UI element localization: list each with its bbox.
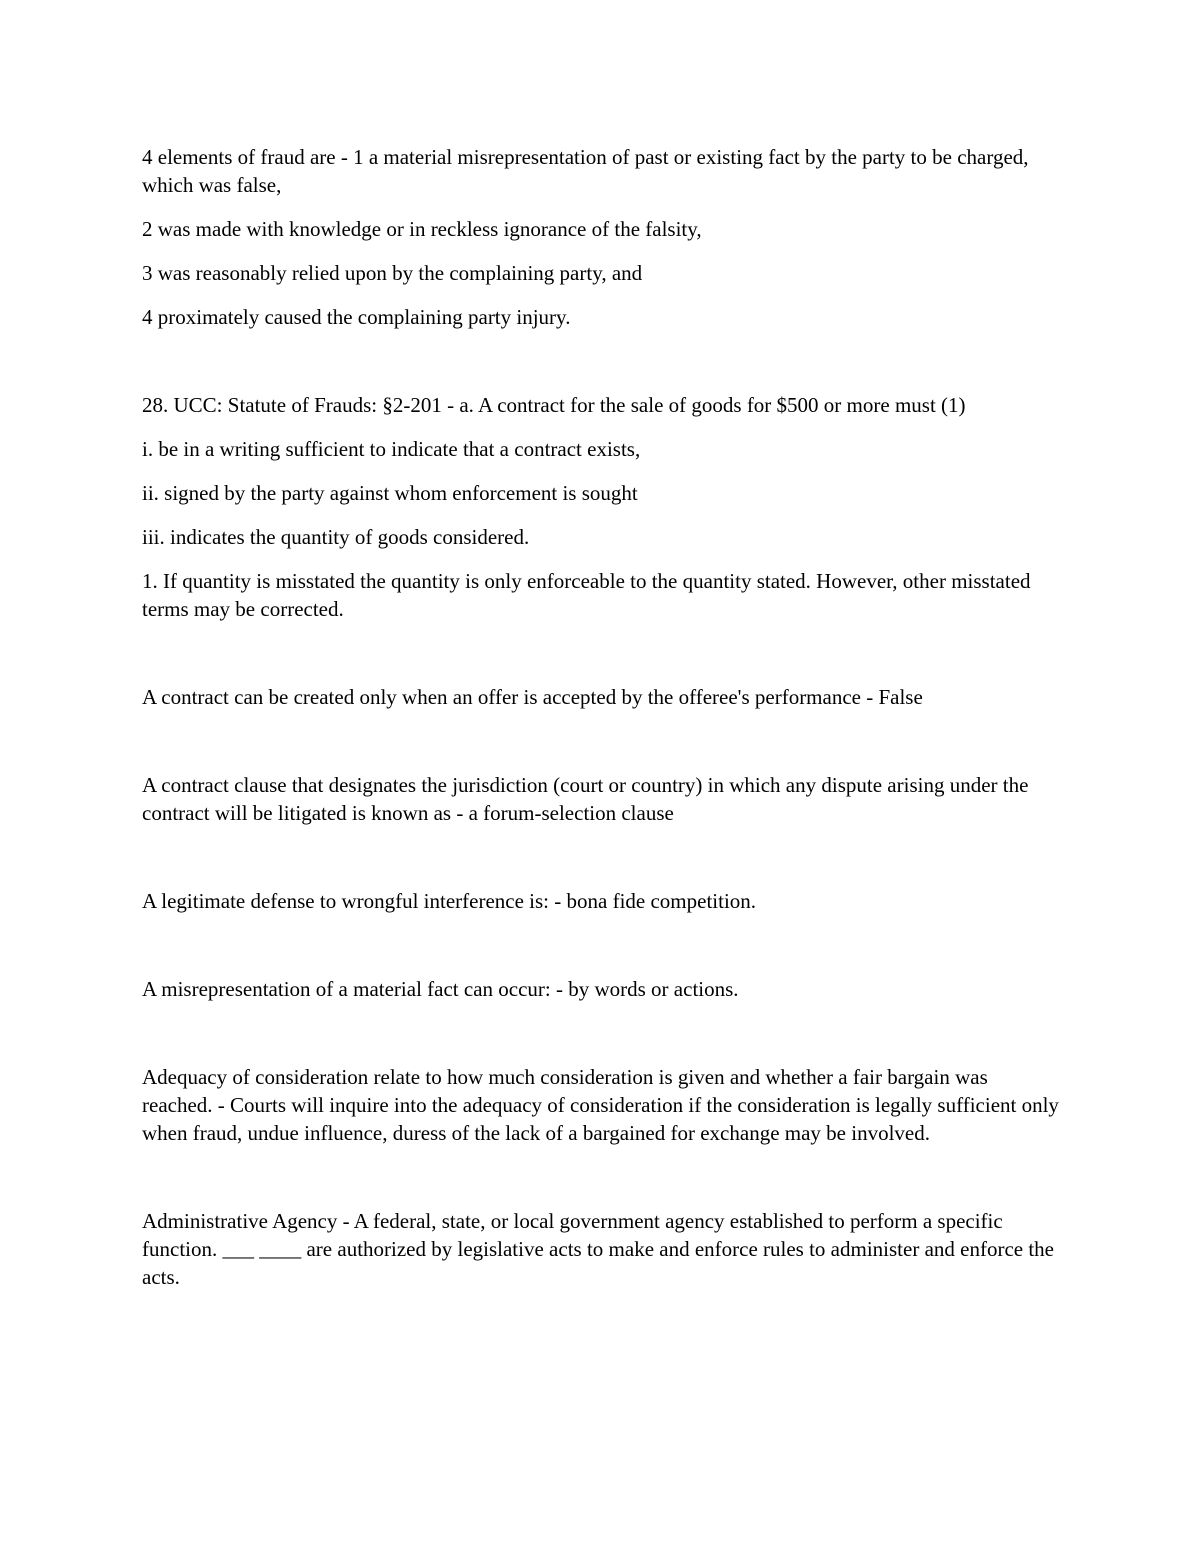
ucc-item-ii: ii. signed by the party against whom enforcement is sought <box>142 481 638 505</box>
administrative-agency-entry: Administrative Agency - A federal, state, or local government agency established to perform a specific function. ___ ____ are authorized by legislative acts to make and enforce rules to administer and enforce the acts. <box>142 1209 1055 1289</box>
consideration-entry: Adequacy of consideration relate to how much consideration is given and whether a fair bargain was reached. - Courts will inquire into the adequacy of consideration if the consideration is legally sufficient only when fraud, undue influence, duress of the lack of a bargained for exchange may be involved. <box>142 1065 1059 1145</box>
ucc-item-i: i. be in a writing sufficient to indicate that a contract exists, <box>142 437 641 461</box>
ucc-statute-heading: 28. UCC: Statute of Frauds: §2-201 - a. A contract for the sale of goods for $500 or more must (1) <box>142 393 966 417</box>
document-page <box>142 143 1062 1291</box>
fraud-element-3: 3 was reasonably relied upon by the complaining party, and <box>142 261 643 285</box>
wrongful-interference-entry: A legitimate defense to wrongful interference is: - bona fide competition. <box>142 889 757 913</box>
fraud-element-2: 2 was made with knowledge or in reckless ignorance of the falsity, <box>142 217 702 241</box>
fraud-elements-intro: 4 elements of fraud are - 1 a material misrepresentation of past or existing fact by the party to be charged, which was false, <box>142 145 1029 197</box>
forum-selection-entry: A contract clause that designates the jurisdiction (court or country) in which any dispute arising under the contract will be litigated is known as - a forum-selection clause <box>142 773 1029 825</box>
ucc-item-iii: iii. indicates the quantity of goods considered. <box>142 525 530 549</box>
misrepresentation-entry: A misrepresentation of a material fact can occur: - by words or actions. <box>142 977 739 1001</box>
contract-offer-entry: A contract can be created only when an offer is accepted by the offeree's performance - False <box>142 685 923 709</box>
ucc-note-1: 1. If quantity is misstated the quantity is only enforceable to the quantity stated. However, other misstated terms may be corrected. <box>142 569 1031 621</box>
fraud-element-4: 4 proximately caused the complaining party injury. <box>142 305 571 329</box>
